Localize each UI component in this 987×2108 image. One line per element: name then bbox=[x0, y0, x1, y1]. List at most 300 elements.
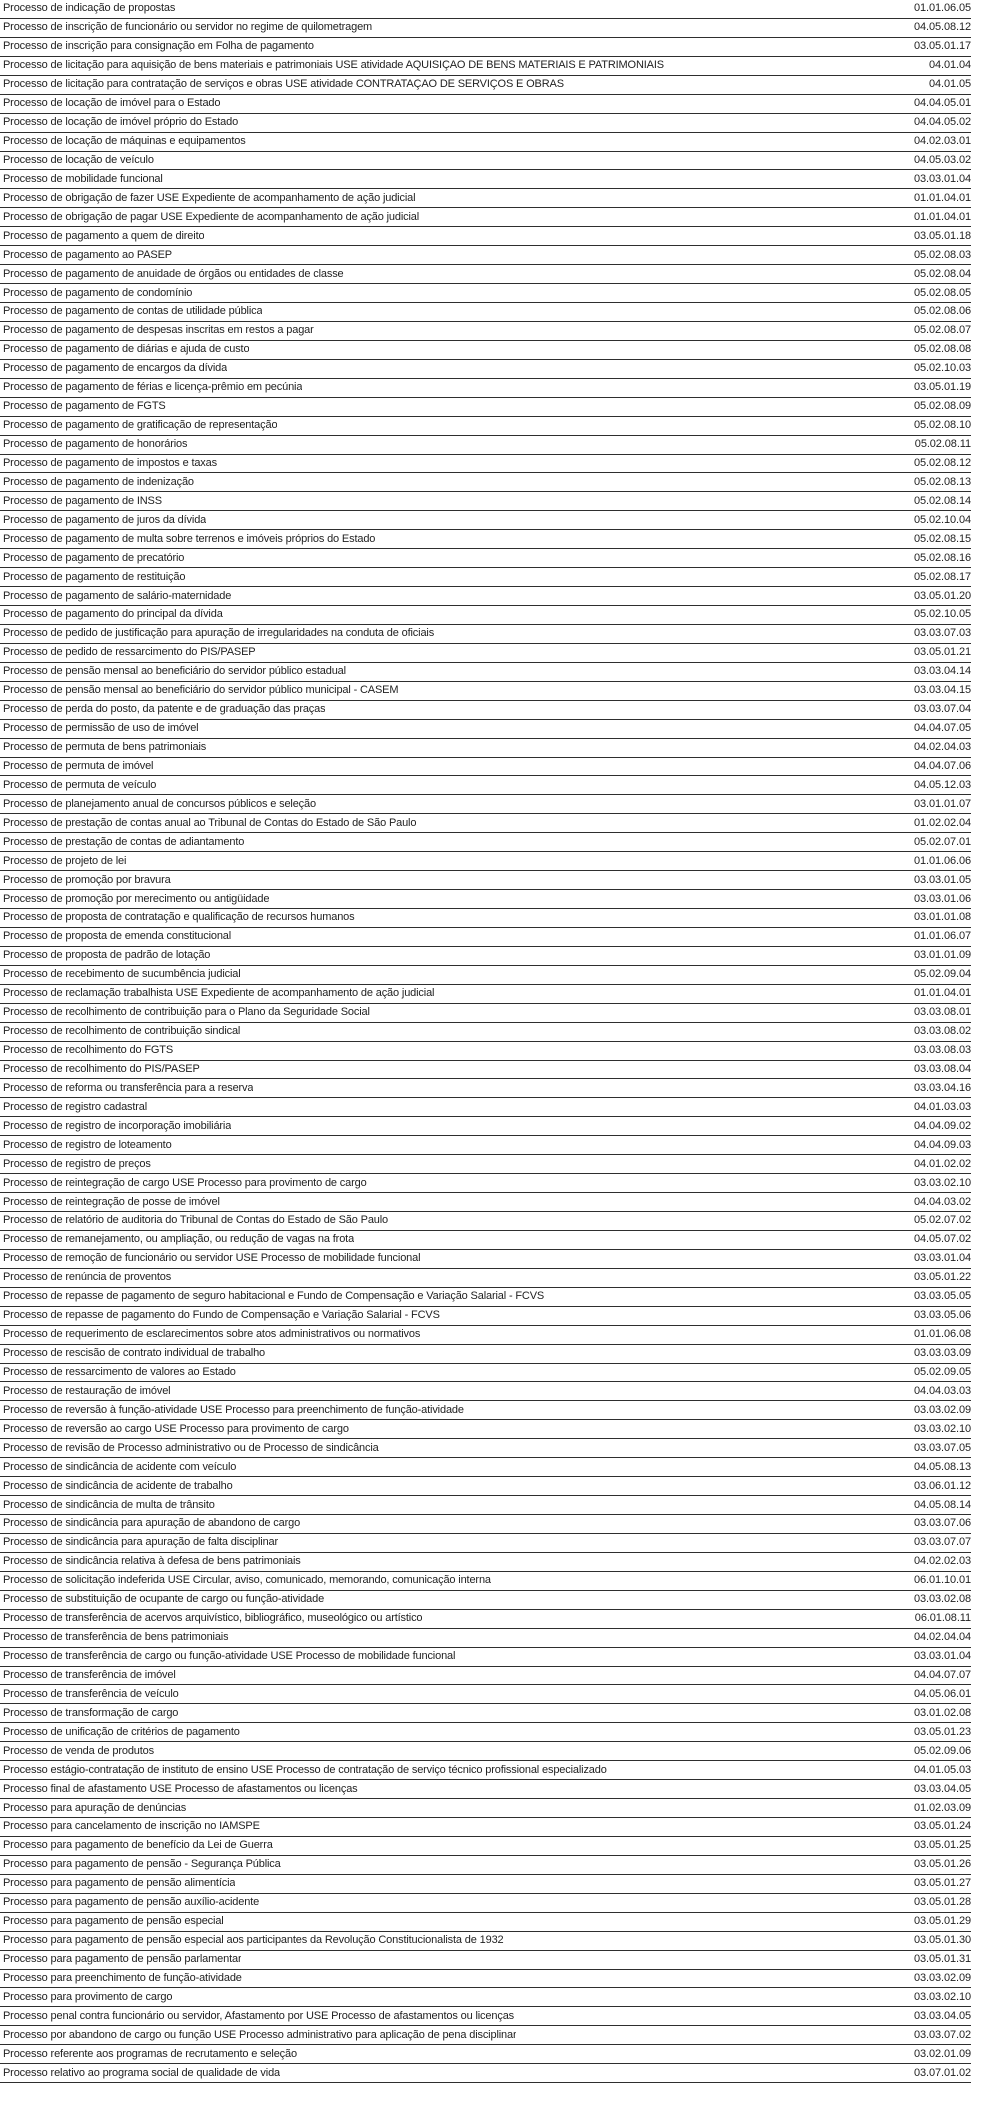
table-row bbox=[0, 2045, 971, 2064]
table-row bbox=[0, 1326, 971, 1345]
process-name: Processo de permissão de uso de imóvel bbox=[3, 723, 199, 735]
process-name: Processo de pensão mensal ao beneficiário do servidor público municipal - CASEM bbox=[3, 685, 399, 697]
table-row bbox=[0, 1212, 971, 1231]
table-row bbox=[0, 1307, 971, 1326]
process-name: Processo de registro de incorporação imobiliária bbox=[3, 1120, 232, 1132]
process-name: Processo de remoção de funcionário ou servidor USE Processo de mobilidade funcional bbox=[3, 1253, 421, 1265]
table-row bbox=[0, 947, 971, 966]
table-row bbox=[0, 417, 971, 436]
process-name: Processo de transferência de bens patrimoniais bbox=[3, 1632, 229, 1644]
table-row bbox=[0, 1061, 971, 1080]
process-code: 04.05.03.02 bbox=[913, 153, 971, 166]
process-code: 04.04.07.07 bbox=[913, 1668, 971, 1681]
process-code: 05.02.09.05 bbox=[913, 1365, 971, 1378]
process-name: Processo de pagamento de honorários bbox=[3, 439, 188, 451]
process-name: Processo de inscrição de funcionário ou servidor no regime de quilometragem bbox=[3, 22, 373, 34]
process-name: Processo de repasse de pagamento do Fundo de Compensação e Variação Salarial - FCVS bbox=[3, 1310, 440, 1322]
table-row bbox=[0, 2007, 971, 2026]
process-code: 03.03.01.04 bbox=[913, 1252, 971, 1265]
table-row bbox=[0, 19, 971, 38]
process-code: 01.01.04.01 bbox=[913, 210, 971, 223]
table-row bbox=[0, 682, 971, 701]
process-code: 03.05.01.22 bbox=[913, 1271, 971, 1284]
process-name: Processo de sindicância para apuração de falta disciplinar bbox=[3, 1537, 279, 1549]
process-name: Processo de requerimento de esclarecimentos sobre atos administrativos ou normativos bbox=[3, 1329, 421, 1341]
process-name: Processo de pagamento de gratificação de representação bbox=[3, 420, 278, 432]
table-row bbox=[0, 1591, 971, 1610]
table-row bbox=[0, 95, 971, 114]
process-name: Processo de transferência de acervos arquivístico, bibliográfico, museológico ou artístico bbox=[3, 1613, 423, 1625]
table-row bbox=[0, 1345, 971, 1364]
process-code: 03.05.01.24 bbox=[913, 1820, 971, 1833]
process-name: Processo de indicação de propostas bbox=[3, 3, 176, 15]
table-row bbox=[0, 701, 971, 720]
table-row bbox=[0, 852, 971, 871]
table-row bbox=[0, 1629, 971, 1648]
process-code: 04.04.05.01 bbox=[913, 97, 971, 110]
process-name: Processo de rescisão de contrato individual de trabalho bbox=[3, 1348, 266, 1360]
process-name: Processo de recolhimento do PIS/PASEP bbox=[3, 1063, 200, 1075]
process-name: Processo de sindicância de acidente de trabalho bbox=[3, 1480, 233, 1492]
process-name: Processo de locação de veículo bbox=[3, 154, 154, 166]
process-code: 03.02.01.09 bbox=[913, 2047, 971, 2060]
process-name: Processo de obrigação de pagar USE Expediente de acompanhamento de ação judicial bbox=[3, 211, 420, 223]
process-code: 03.03.01.06 bbox=[913, 892, 971, 905]
table-row bbox=[0, 1988, 971, 2007]
process-code: 03.01.01.07 bbox=[913, 797, 971, 810]
process-code: 03.03.02.10 bbox=[913, 1422, 971, 1435]
table-row bbox=[0, 871, 971, 890]
process-code: 03.03.05.05 bbox=[913, 1290, 971, 1303]
table-row bbox=[0, 568, 971, 587]
table-row bbox=[0, 0, 971, 19]
table-row bbox=[0, 587, 971, 606]
table-row bbox=[0, 1420, 971, 1439]
process-name: Processo de pagamento de indenização bbox=[3, 476, 194, 488]
process-name: Processo de solicitação indeferida USE Circular, aviso, comunicado, memorando, comunicação interna bbox=[3, 1575, 491, 1587]
table-row bbox=[0, 758, 971, 777]
process-name: Processo de registro de loteamento bbox=[3, 1139, 172, 1151]
table-row bbox=[0, 1401, 971, 1420]
table-row bbox=[0, 606, 971, 625]
process-name: Processo de prestação de contas de adiantamento bbox=[3, 836, 245, 848]
process-name: Processo de pensão mensal ao beneficiário do servidor público estadual bbox=[3, 666, 346, 678]
process-code: 04.01.04 bbox=[928, 59, 971, 72]
process-name: Processo de reclamação trabalhista USE Expediente de acompanhamento de ação judicial bbox=[3, 988, 435, 1000]
process-name: Processo de reversão à função-atividade USE Processo para preenchimento de função-atividade bbox=[3, 1404, 464, 1416]
table-row bbox=[0, 1193, 971, 1212]
process-name: Processo de recebimento de sucumbência judicial bbox=[3, 969, 241, 981]
table-row bbox=[0, 227, 971, 246]
table-row bbox=[0, 1648, 971, 1667]
process-name: Processo de pagamento a quem de direito bbox=[3, 230, 205, 242]
process-code: 03.03.02.09 bbox=[913, 1971, 971, 1984]
table-row bbox=[0, 284, 971, 303]
process-code: 03.07.01.02 bbox=[913, 2066, 971, 2079]
process-name: Processo de pagamento ao PASEP bbox=[3, 249, 172, 261]
process-code: 03.03.08.04 bbox=[913, 1062, 971, 1075]
process-name: Processo de renúncia de proventos bbox=[3, 1272, 172, 1284]
process-name: Processo relativo ao programa social de qualidade de vida bbox=[3, 2067, 281, 2079]
process-name: Processo de inscrição para consignação em Folha de pagamento bbox=[3, 41, 314, 53]
table-row bbox=[0, 966, 971, 985]
process-code: 03.03.01.04 bbox=[913, 1650, 971, 1663]
table-row bbox=[0, 1780, 971, 1799]
table-row bbox=[0, 1761, 971, 1780]
process-name: Processo para pagamento de pensão - Segurança Pública bbox=[3, 1859, 281, 1871]
process-name: Processo de transferência de imóvel bbox=[3, 1669, 176, 1681]
table-row bbox=[0, 644, 971, 663]
process-name: Processo por abandono de cargo ou função USE Processo administrativo para aplicação de pena disciplinar bbox=[3, 2029, 517, 2041]
process-code: 04.04.03.03 bbox=[913, 1384, 971, 1397]
table-row bbox=[0, 1079, 971, 1098]
process-code: 03.03.08.03 bbox=[913, 1044, 971, 1057]
table-row bbox=[0, 1951, 971, 1970]
table-row bbox=[0, 265, 971, 284]
process-name: Processo de recolhimento de contribuição sindical bbox=[3, 1026, 241, 1038]
table-row bbox=[0, 928, 971, 947]
process-code: 03.03.07.06 bbox=[913, 1517, 971, 1530]
process-code: 01.02.03.09 bbox=[913, 1801, 971, 1814]
table-row bbox=[0, 1572, 971, 1591]
process-name: Processo de promoção por bravura bbox=[3, 874, 171, 886]
process-code: 04.05.12.03 bbox=[913, 778, 971, 791]
process-name: Processo de reintegração de posse de imóvel bbox=[3, 1196, 220, 1208]
process-name: Processo para preenchimento de função-atividade bbox=[3, 1972, 242, 1984]
process-code: 03.03.01.04 bbox=[913, 172, 971, 185]
process-code: 04.04.05.02 bbox=[913, 116, 971, 129]
process-name: Processo referente aos programas de recrutamento e seleção bbox=[3, 2048, 297, 2060]
process-code: 05.02.08.17 bbox=[913, 570, 971, 583]
process-name: Processo de recolhimento de contribuição para o Plano da Seguridade Social bbox=[3, 1007, 370, 1019]
process-name: Processo de registro de preços bbox=[3, 1158, 151, 1170]
process-code: 05.02.08.09 bbox=[913, 400, 971, 413]
process-name: Processo final de afastamento USE Processo de afastamentos ou licenças bbox=[3, 1783, 358, 1795]
process-code: 04.04.03.02 bbox=[913, 1195, 971, 1208]
table-row bbox=[0, 1288, 971, 1307]
table-row bbox=[0, 170, 971, 189]
process-name: Processo de transferência de cargo ou função-atividade USE Processo de mobilidade funcional bbox=[3, 1651, 456, 1663]
process-name: Processo de planejamento anual de concursos públicos e seleção bbox=[3, 798, 316, 810]
table-row bbox=[0, 1913, 971, 1932]
process-code: 05.02.07.01 bbox=[913, 835, 971, 848]
process-code: 03.01.01.09 bbox=[913, 949, 971, 962]
process-code: 03.05.01.29 bbox=[913, 1915, 971, 1928]
process-name: Processo de proposta de padrão de lotação bbox=[3, 950, 211, 962]
process-code: 01.01.06.05 bbox=[913, 2, 971, 15]
table-row bbox=[0, 739, 971, 758]
process-code: 04.02.04.04 bbox=[913, 1631, 971, 1644]
process-code: 05.02.10.04 bbox=[913, 513, 971, 526]
process-code: 03.03.04.05 bbox=[913, 2009, 971, 2022]
process-name: Processo para apuração de denúncias bbox=[3, 1802, 187, 1814]
process-name: Processo de locação de máquinas e equipamentos bbox=[3, 136, 246, 148]
table-row bbox=[0, 38, 971, 57]
process-name: Processo penal contra funcionário ou servidor, Afastamento por USE Processo de afastamentos ou licenças bbox=[3, 2010, 515, 2022]
table-row bbox=[0, 473, 971, 492]
process-code: 05.02.09.04 bbox=[913, 968, 971, 981]
process-code: 03.05.01.23 bbox=[913, 1725, 971, 1738]
table-row bbox=[0, 890, 971, 909]
process-code: 03.03.02.08 bbox=[913, 1593, 971, 1606]
table-row bbox=[0, 1364, 971, 1383]
process-code: 05.02.07.02 bbox=[913, 1214, 971, 1227]
process-name: Processo de substituição de ocupante de cargo ou função-atividade bbox=[3, 1594, 325, 1606]
process-code: 03.03.01.05 bbox=[913, 873, 971, 886]
process-name: Processo para pagamento de pensão especial bbox=[3, 1916, 224, 1928]
table-row bbox=[0, 511, 971, 530]
process-code: 05.02.08.06 bbox=[913, 305, 971, 318]
process-code: 04.02.04.03 bbox=[913, 741, 971, 754]
process-name: Processo de licitação para contratação de serviços e obras USE atividade CONTRATAÇÃO DE SERVIÇOS E OBRAS bbox=[3, 79, 564, 91]
table-row bbox=[0, 909, 971, 928]
process-name: Processo de pagamento de INSS bbox=[3, 495, 162, 507]
table-row bbox=[0, 1818, 971, 1837]
process-name: Processo de licitação para aquisição de bens materiais e patrimoniais USE atividade AQUISIÇÃO DE BENS MATERIAIS E PATRIMONIAIS bbox=[3, 60, 664, 72]
process-code: 03.01.01.08 bbox=[913, 911, 971, 924]
table-row bbox=[0, 625, 971, 644]
process-code: 03.05.01.25 bbox=[913, 1839, 971, 1852]
table-row bbox=[0, 303, 971, 322]
process-name: Processo de pagamento de multa sobre terrenos e imóveis próprios do Estado bbox=[3, 533, 376, 545]
process-code: 03.05.01.19 bbox=[913, 381, 971, 394]
process-name: Processo de remanejamento, ou ampliação, ou redução de vagas na frota bbox=[3, 1234, 355, 1246]
process-name: Processo estágio-contratação de instituto de ensino USE Processo de contratação de serviço técnico profissional especializado bbox=[3, 1764, 607, 1776]
table-row bbox=[0, 1742, 971, 1761]
table-row bbox=[0, 1553, 971, 1572]
process-name: Processo de pedido de ressarcimento do PIS/PASEP bbox=[3, 647, 256, 659]
table-row bbox=[0, 1117, 971, 1136]
table-row bbox=[0, 1098, 971, 1117]
process-code: 04.01.05.03 bbox=[913, 1763, 971, 1776]
table-row bbox=[0, 492, 971, 511]
table-row bbox=[0, 360, 971, 379]
table-row bbox=[0, 1704, 971, 1723]
table-row bbox=[0, 1439, 971, 1458]
process-code: 05.02.08.16 bbox=[913, 551, 971, 564]
process-code: 05.02.08.15 bbox=[913, 532, 971, 545]
table-row bbox=[0, 1004, 971, 1023]
process-code: 05.02.08.13 bbox=[913, 475, 971, 488]
process-code: 05.02.10.05 bbox=[913, 608, 971, 621]
process-name: Processo de sindicância de acidente com veículo bbox=[3, 1461, 237, 1473]
table-row bbox=[0, 1155, 971, 1174]
process-code: 03.03.08.02 bbox=[913, 1025, 971, 1038]
table-row bbox=[0, 1231, 971, 1250]
process-code: 03.05.01.30 bbox=[913, 1934, 971, 1947]
process-code: 04.04.07.06 bbox=[913, 759, 971, 772]
process-name: Processo de revisão de Processo administrativo ou de Processo de sindicância bbox=[3, 1442, 379, 1454]
process-name: Processo de proposta de contratação e qualificação de recursos humanos bbox=[3, 912, 355, 924]
process-name: Processo de pagamento de restituição bbox=[3, 571, 186, 583]
process-name: Processo para pagamento de pensão parlamentar bbox=[3, 1954, 242, 1966]
table-row bbox=[0, 1932, 971, 1951]
process-name: Processo de restauração de imóvel bbox=[3, 1385, 171, 1397]
process-code: 03.03.07.03 bbox=[913, 627, 971, 640]
process-code: 05.02.08.12 bbox=[913, 456, 971, 469]
table-row bbox=[0, 720, 971, 739]
table-row bbox=[0, 833, 971, 852]
table-row bbox=[0, 530, 971, 549]
process-code: 03.05.01.17 bbox=[913, 40, 971, 53]
process-code: 03.03.05.06 bbox=[913, 1309, 971, 1322]
process-code: 05.02.08.07 bbox=[913, 324, 971, 337]
process-code: 03.05.01.21 bbox=[913, 646, 971, 659]
process-code: 01.01.04.01 bbox=[913, 191, 971, 204]
process-name: Processo de pagamento de condomínio bbox=[3, 287, 193, 299]
table-row bbox=[0, 189, 971, 208]
process-name: Processo de pagamento de anuidade de órgãos ou entidades de classe bbox=[3, 268, 344, 280]
process-name: Processo de unificação de critérios de pagamento bbox=[3, 1726, 240, 1738]
process-code: 03.03.04.05 bbox=[913, 1782, 971, 1795]
process-code: 03.03.07.07 bbox=[913, 1536, 971, 1549]
table-row bbox=[0, 1875, 971, 1894]
process-code: 03.05.01.28 bbox=[913, 1896, 971, 1909]
process-name: Processo de locação de imóvel próprio do Estado bbox=[3, 117, 239, 129]
table-row bbox=[0, 1970, 971, 1989]
process-name: Processo de sindicância relativa à defesa de bens patrimoniais bbox=[3, 1556, 301, 1568]
process-name: Processo de pagamento de salário-maternidade bbox=[3, 590, 232, 602]
process-code: 05.02.08.03 bbox=[913, 248, 971, 261]
process-name: Processo de pagamento de encargos da dívida bbox=[3, 363, 228, 375]
process-code: 04.04.09.03 bbox=[913, 1138, 971, 1151]
process-code: 04.05.07.02 bbox=[913, 1233, 971, 1246]
process-name: Processo de prestação de contas anual ao Tribunal de Contas do Estado de São Paulo bbox=[3, 817, 417, 829]
process-code: 04.05.08.13 bbox=[913, 1460, 971, 1473]
table-row bbox=[0, 1667, 971, 1686]
process-code: 04.01.05 bbox=[928, 78, 971, 91]
table-row bbox=[0, 663, 971, 682]
table-row bbox=[0, 814, 971, 833]
table-row bbox=[0, 1042, 971, 1061]
table-row bbox=[0, 1136, 971, 1155]
process-name: Processo de pedido de justificação para apuração de irregularidades na conduta de oficiais bbox=[3, 628, 435, 640]
table-row bbox=[0, 1382, 971, 1401]
process-name: Processo de pagamento de FGTS bbox=[3, 401, 166, 413]
process-name: Processo de pagamento de precatório bbox=[3, 552, 185, 564]
process-name: Processo de permuta de veículo bbox=[3, 779, 157, 791]
process-code: 03.03.04.16 bbox=[913, 1081, 971, 1094]
process-name: Processo de reversão ao cargo USE Processo para provimento de cargo bbox=[3, 1423, 349, 1435]
table-row bbox=[0, 1496, 971, 1515]
process-code: 05.02.08.10 bbox=[913, 419, 971, 432]
process-name: Processo de pagamento de férias e licença-prêmio em pecúnia bbox=[3, 382, 303, 394]
process-name: Processo de proposta de emenda constitucional bbox=[3, 931, 232, 943]
table-row bbox=[0, 1023, 971, 1042]
process-code: 03.03.07.04 bbox=[913, 703, 971, 716]
process-code: 04.02.03.01 bbox=[913, 135, 971, 148]
process-name: Processo de transferência de veículo bbox=[3, 1688, 179, 1700]
process-code: 03.05.01.18 bbox=[913, 229, 971, 242]
table-row bbox=[0, 1515, 971, 1534]
table-row bbox=[0, 795, 971, 814]
process-code: 05.02.08.14 bbox=[913, 494, 971, 507]
table-row bbox=[0, 341, 971, 360]
process-code: 06.01.10.01 bbox=[913, 1574, 971, 1587]
process-code: 05.02.08.04 bbox=[913, 267, 971, 280]
process-code: 04.01.02.02 bbox=[913, 1157, 971, 1170]
process-code: 03.03.08.01 bbox=[913, 1006, 971, 1019]
table-row bbox=[0, 1610, 971, 1629]
process-code: 04.01.03.03 bbox=[913, 1100, 971, 1113]
table-row bbox=[0, 133, 971, 152]
process-name: Processo de recolhimento do FGTS bbox=[3, 1045, 174, 1057]
process-code: 03.03.04.15 bbox=[913, 684, 971, 697]
process-code: 03.03.04.14 bbox=[913, 665, 971, 678]
process-code: 03.03.07.05 bbox=[913, 1441, 971, 1454]
process-code: 04.02.02.03 bbox=[913, 1555, 971, 1568]
table-row bbox=[0, 1799, 971, 1818]
process-code: 01.02.02.04 bbox=[913, 816, 971, 829]
process-name: Processo para pagamento de pensão alimentícia bbox=[3, 1878, 236, 1890]
process-code: 03.03.03.09 bbox=[913, 1347, 971, 1360]
process-name: Processo de permuta de bens patrimoniais bbox=[3, 742, 207, 754]
process-name: Processo para pagamento de pensão especial aos participantes da Revolução Constitucionalista de 1932 bbox=[3, 1935, 504, 1947]
table-row bbox=[0, 1250, 971, 1269]
process-code: 03.01.02.08 bbox=[913, 1706, 971, 1719]
process-name: Processo de repasse de pagamento de seguro habitacional e Fundo de Compensação e Variação Salarial - FCVS bbox=[3, 1291, 545, 1303]
table-row bbox=[0, 1837, 971, 1856]
table-row bbox=[0, 1685, 971, 1704]
process-code: 03.05.01.26 bbox=[913, 1858, 971, 1871]
table-row bbox=[0, 246, 971, 265]
process-code: 04.04.09.02 bbox=[913, 1119, 971, 1132]
process-name: Processo de venda de produtos bbox=[3, 1745, 154, 1757]
process-name: Processo de mobilidade funcional bbox=[3, 173, 163, 185]
process-code: 03.05.01.27 bbox=[913, 1877, 971, 1890]
table-row bbox=[0, 379, 971, 398]
table-row bbox=[0, 1856, 971, 1875]
process-name: Processo para pagamento de benefício da Lei de Guerra bbox=[3, 1840, 273, 1852]
process-code: 05.02.08.11 bbox=[914, 438, 971, 451]
process-name: Processo para pagamento de pensão auxílio-acidente bbox=[3, 1897, 260, 1909]
table-row bbox=[0, 76, 971, 95]
process-name: Processo de obrigação de fazer USE Expediente de acompanhamento de ação judicial bbox=[3, 192, 416, 204]
process-name: Processo de pagamento de despesas inscritas em restos a pagar bbox=[3, 325, 314, 337]
table-row bbox=[0, 1477, 971, 1496]
table-row bbox=[0, 1174, 971, 1193]
table-row bbox=[0, 1269, 971, 1288]
table-row bbox=[0, 549, 971, 568]
process-name: Processo de registro cadastral bbox=[3, 1101, 148, 1113]
process-name: Processo de pagamento de diárias e ajuda de custo bbox=[3, 344, 250, 356]
process-name: Processo de pagamento do principal da dívida bbox=[3, 609, 223, 621]
process-name: Processo de sindicância para apuração de abandono de cargo bbox=[3, 1518, 301, 1530]
table-row bbox=[0, 322, 971, 341]
process-name: Processo de pagamento de contas de utilidade pública bbox=[3, 306, 263, 318]
table-row bbox=[0, 776, 971, 795]
process-name: Processo de pagamento de impostos e taxas bbox=[3, 457, 217, 469]
process-code: 04.05.08.14 bbox=[913, 1498, 971, 1511]
table-row bbox=[0, 2026, 971, 2045]
process-code: 01.01.06.06 bbox=[913, 854, 971, 867]
process-code: 01.01.06.08 bbox=[913, 1328, 971, 1341]
process-code: 03.03.02.09 bbox=[913, 1403, 971, 1416]
process-code: 03.03.02.10 bbox=[913, 1176, 971, 1189]
table-row bbox=[0, 1894, 971, 1913]
process-code: 03.03.07.02 bbox=[913, 2028, 971, 2041]
process-name: Processo de promoção por merecimento ou antigüidade bbox=[3, 893, 270, 905]
process-name: Processo de transformação de cargo bbox=[3, 1707, 179, 1719]
process-name: Processo para cancelamento de inscrição no IAMSPE bbox=[3, 1821, 260, 1833]
table-row bbox=[0, 1723, 971, 1742]
process-code: 06.01.08.11 bbox=[914, 1612, 971, 1625]
process-code: 05.02.09.06 bbox=[913, 1744, 971, 1757]
process-code: 04.05.06.01 bbox=[913, 1687, 971, 1700]
process-name: Processo para provimento de cargo bbox=[3, 1991, 173, 2003]
process-name: Processo de perda do posto, da patente e de graduação das praças bbox=[3, 704, 326, 716]
table-row bbox=[0, 152, 971, 171]
